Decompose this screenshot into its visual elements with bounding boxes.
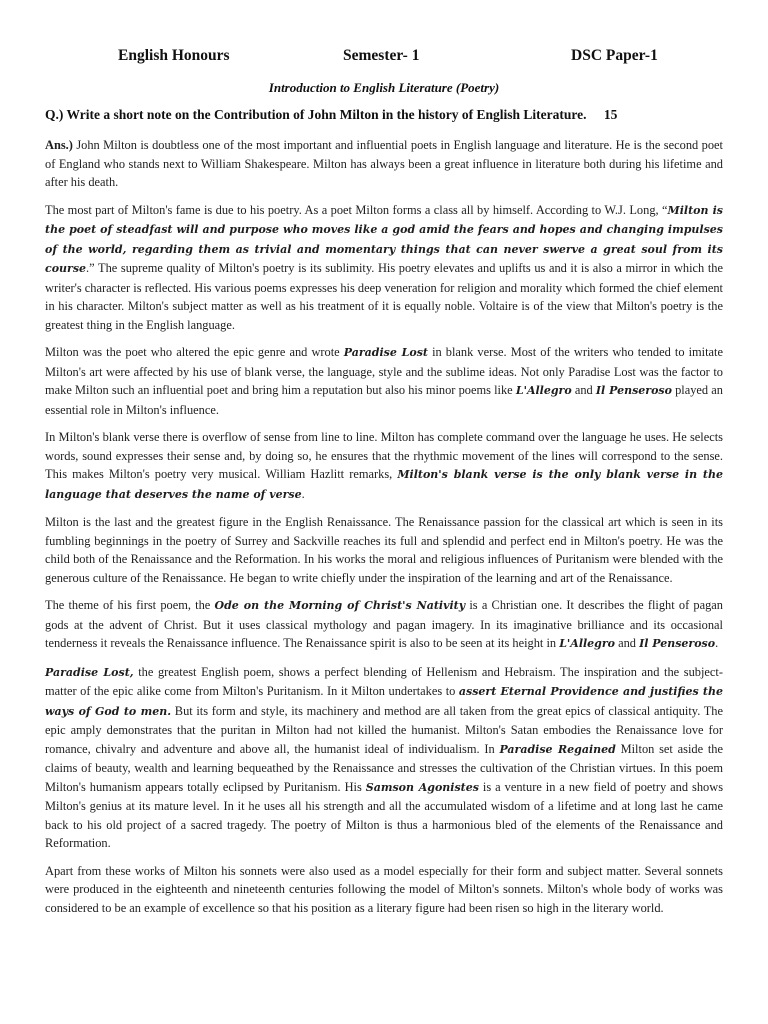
paragraph-4 — [45, 428, 723, 504]
paragraph-text: . — [715, 636, 719, 650]
paragraph-1 — [45, 136, 723, 192]
paragraph-8 — [45, 862, 723, 918]
work-title: Paradise Lost — [343, 346, 428, 359]
hazlitt-quote: Milton's blank verse is the only blank verse in the language that deserves the name of verse — [45, 468, 723, 501]
question-line — [45, 107, 725, 123]
paragraph-text: The theme of his first poem, the — [45, 598, 215, 612]
header-course: English Honours — [118, 47, 230, 64]
work-title: Paradise Lost, — [45, 665, 134, 679]
paragraph-text: is a venture in a new field of poetry and shows Milton's genius at its mature level. In it he uses all his strength and all the accumulated wisdom of a lifetime and at long last he came back to his old project of a sacred tragedy. The poetry of Milton is thus a harmonious bled of the elements of the Renaissance and Reformation. — [45, 779, 724, 850]
work-title: Il Penseroso — [639, 637, 716, 650]
question-text: Write a short note on the Contribution of John Milton in the history of English Literature. — [66, 107, 587, 122]
answer-label: Ans.) — [45, 138, 73, 152]
paragraph-2 — [45, 201, 723, 335]
question-label: Q.) — [45, 107, 64, 122]
work-title: Paradise Regained — [499, 742, 616, 756]
answer-body — [45, 136, 723, 926]
paragraph-text: is a Christian one. It describes the flight of pagan gods at the advent of Christ. But it uses classical mythology and pagan imagery. In its imaginative brilliance and its occasional tenderness it reveals the Renaissance influence. The Renaissance spirit is also to be seen at its height in — [45, 598, 724, 650]
paragraph-text: Apart from these works of Milton his sonnets were also used as a model especially for their form and subject matter. Several sonnets were produced in the eighteenth and nineteenth centuries following the model of Milton's sonnets. Milton's whole body of works was considered to be an example of excellence so that his position as a literary figure had been risen so high in the literary world. — [45, 863, 723, 915]
page-header — [0, 47, 768, 69]
paragraph-text: in blank verse. Most of the writers who tended to imitate Milton's art were affected by his use of blank verse, the language, style and the sublime ideas. Not only Paradise Lost was the factor to make Milton such an influential poet and bring him a reputation but also his minor poems like — [45, 345, 723, 397]
paragraph-text: .” The supreme quality of Milton's poetry is its sublimity. His poetry elevates and uplifts us and it is also a mirror in which the writer's character is reflected. His various poems expresses his deep veneration for religion and morality which formed the chief element in his character. Milton's subject matter as well as his treatment of it is equally noble. Voltaire is of the view that Milton's poetry is the greatest thing in the English language. — [45, 261, 723, 332]
paragraph-7 — [45, 663, 723, 853]
work-title: L'Allegro — [515, 384, 572, 397]
paragraph-text: played an essential role in Milton's influence. — [45, 383, 723, 417]
epic-quote: assert Eternal Providence and justifies the ways of God to men. — [45, 685, 723, 718]
paragraph-text: Milton set aside the claims of beauty, wealth and learning bequeathed by the Renaissance and stresses the cultivation of the Christian virtues. In this poem Milton's humanism appears totally eclipsed by Puritanism. His — [45, 741, 723, 794]
paragraph-text: But its form and style, its machinery and method are all taken from the great epics of classical antiquity. The epic amply demonstrates that the puritan in Milton had not killed the humanist. Milton's Satan embodies the Renaissance love for romance, chivalry and adventure and above all, the humanist ideal of individualism. In — [45, 703, 723, 756]
work-title: L'Allegro — [559, 637, 616, 650]
paragraph-text: Milton is the last and the greatest figure in the English Renaissance. The Renaissance passion for the classical art which is seen in its fumbling beginnings in the poetry of Surrey and Sackville reaches its full and splendid and perfect end in Milton's poetry. He was the child both of the Renaissance and the Reformation. In his works the moral and religious influences of Puritanism were blended with the generous culture of the Renaissance. He began to write chiefly under the inspiration of the learning and art of the Renaissance. — [45, 515, 723, 585]
paragraph-text: and — [615, 636, 640, 650]
work-title: Ode on the Morning of Christ's Nativity — [214, 599, 466, 612]
question-marks: 15 — [603, 107, 618, 122]
paragraph-5 — [45, 513, 723, 587]
header-paper: DSC Paper-1 — [571, 47, 658, 64]
paragraph-6 — [45, 596, 723, 654]
paragraph-text: and — [571, 383, 596, 397]
work-title: Samson Agonistes — [365, 780, 479, 794]
paragraph-text: . — [301, 486, 305, 501]
long-quote: Milton is the poet of steadfast will and purpose who moves like a god amid the fears and hopes and changing impulses of the world, regarding them as trivial and momentary things that can never swerve a great soul from its course — [45, 203, 723, 275]
header-semester: Semester- 1 — [343, 47, 420, 64]
paragraph-3 — [45, 343, 723, 419]
paragraph-text: Milton was the poet who altered the epic genre and wrote — [45, 345, 344, 359]
paragraph-text: The most part of Milton's fame is due to his poetry. As a poet Milton forms a class all by himself. According to W.J. Long, “ — [45, 202, 668, 217]
paragraph-text: John Milton is doubtless one of the most important and influential poets in English language and literature. He is the second poet of England who stands next to William Shakespeare. Milton has always been a great influence in literature both during his lifetime and after his death. — [45, 138, 723, 189]
document-subtitle: Introduction to English Literature (Poetry) — [268, 80, 500, 95]
paragraph-text: In Milton's blank verse there is overflow of sense from line to line. Milton has complete command over the language he uses. He selects words, sound expresses their sense and, by doing so, he ensures that the rhythmic movement of the lines will correspond to the sense. This makes Milton's poetry very musical. William Hazlitt remarks, — [45, 430, 723, 481]
work-title: Il Penseroso — [595, 384, 672, 397]
paragraph-text: the greatest English poem, shows a perfect blending of Hellenism and Hebraism. The inspiration and the subject-matter of the epic alike come from Milton's Puritanism. In it Milton undertakes to — [45, 664, 724, 698]
